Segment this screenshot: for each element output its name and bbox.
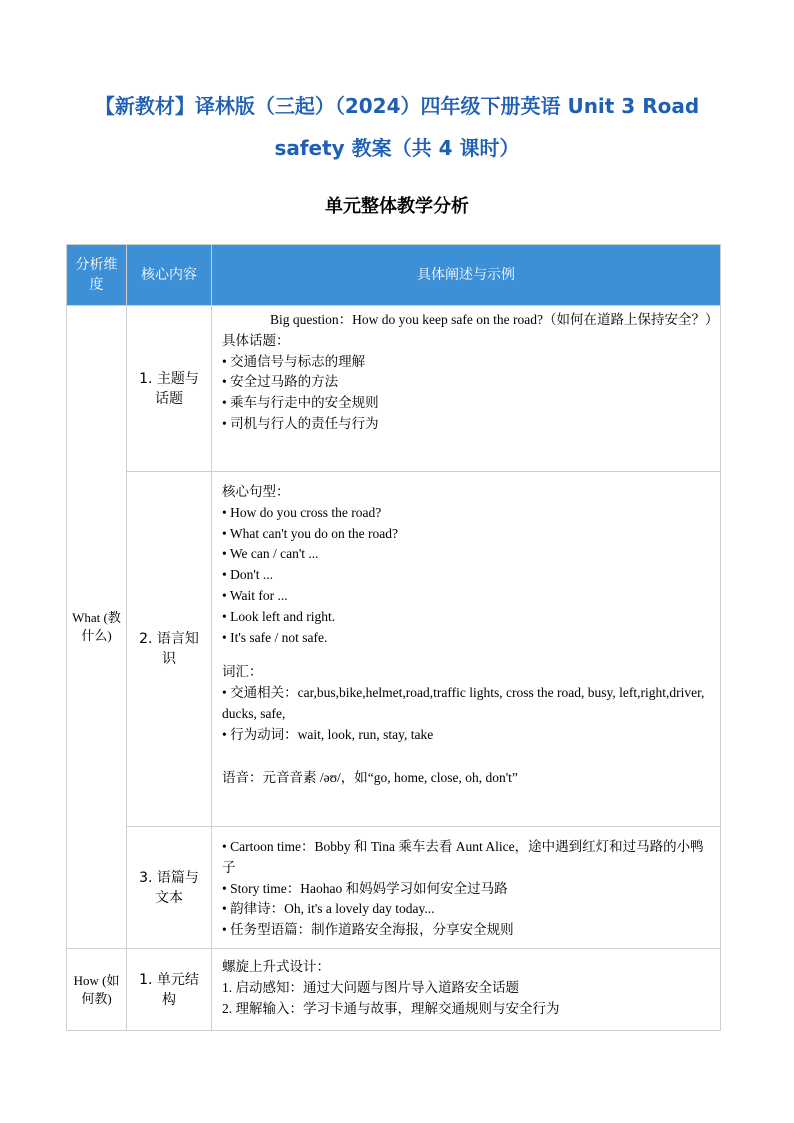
document-title-line-1: 【新教材】译林版（三起）（2024）四年级下册英语 Unit 3 Road xyxy=(94,94,700,118)
header-detail: 具体阐述与示例 xyxy=(212,245,721,306)
list-item: • 交通信号与标志的理解 xyxy=(222,353,366,369)
list-item: 螺旋上升式设计： xyxy=(222,959,330,974)
list-item: 语音：元音音素 /əʊ/，如“go, home, close, oh, don't” xyxy=(222,769,518,785)
list-item: • Look left and right. xyxy=(222,608,336,624)
list-item: Big question：How do you keep safe on the road?（如何在道路上保持安全？） xyxy=(270,312,719,327)
list-item: • Story time：Haohao 和妈妈学习如何安全过马路 xyxy=(222,880,508,896)
list-item: • Cartoon time：Bobby 和 Tina 乘车去看 Aunt Alice，途中遇到红灯和过马路的小鸭子 xyxy=(222,839,704,875)
what-dimension-cell: What (教什么) xyxy=(67,306,127,949)
list-item: • 韵律诗：Oh, it's a lovely day today... xyxy=(222,901,435,917)
table-row xyxy=(67,306,721,472)
list-item: • 任务型语篇：制作道路安全海报，分享安全规则 xyxy=(222,922,514,938)
how-dimension-cell: How (如何教) xyxy=(67,949,127,1031)
list-item: • What can't you do on the road? xyxy=(222,525,398,541)
list-item: • 行为动词：wait, look, run, stay, take xyxy=(222,726,434,742)
list-item: 2. 理解输入：学习卡通与故事，理解交通规则与安全行为 xyxy=(222,1000,560,1016)
list-item: 1. 启动感知：通过大问题与图片导入道路安全话题 xyxy=(222,979,519,995)
section-subtitle: 单元整体教学分析 xyxy=(325,196,469,217)
list-item: • 安全过马路的方法 xyxy=(222,374,339,390)
list-item: • 乘车与行走中的安全规则 xyxy=(222,395,379,411)
core-structure: 1. 单元结构 xyxy=(127,949,212,1031)
list-item: • It's safe / not safe. xyxy=(222,629,328,645)
core-texts: 3. 语篇与文本 xyxy=(127,827,212,949)
core-language: 2. 语言知识 xyxy=(127,472,212,827)
list-item: 核心句型： xyxy=(222,484,290,499)
detail-structure xyxy=(212,949,721,1031)
document-title-line-2: safety 教案（共 4 课时） xyxy=(274,136,520,160)
header-dimension: 分析维度 xyxy=(67,245,127,306)
list-item: • How do you cross the road? xyxy=(222,504,382,520)
core-topic: 1. 主题与话题 xyxy=(127,306,212,472)
detail-language xyxy=(212,472,721,827)
table-row xyxy=(67,949,721,1031)
list-item: 词汇： xyxy=(222,664,263,680)
list-item: • 交通相关：car,bus,bike,helmet,road,traffic lights, cross the road, busy, left,right,driver, ducks, safe, xyxy=(222,685,705,721)
table-header-row xyxy=(67,245,721,306)
detail-texts xyxy=(212,827,721,949)
table-row xyxy=(67,472,721,827)
list-item: • We can / can't ... xyxy=(222,546,319,562)
header-core: 核心内容 xyxy=(127,245,212,306)
detail-topic xyxy=(212,306,721,472)
table-row xyxy=(67,827,721,949)
list-item: 具体话题： xyxy=(222,332,290,348)
list-item: • Don't ... xyxy=(222,567,274,583)
list-item: • Wait for ... xyxy=(222,587,288,603)
list-item: • 司机与行人的责任与行为 xyxy=(222,415,379,431)
analysis-table xyxy=(66,244,721,1031)
